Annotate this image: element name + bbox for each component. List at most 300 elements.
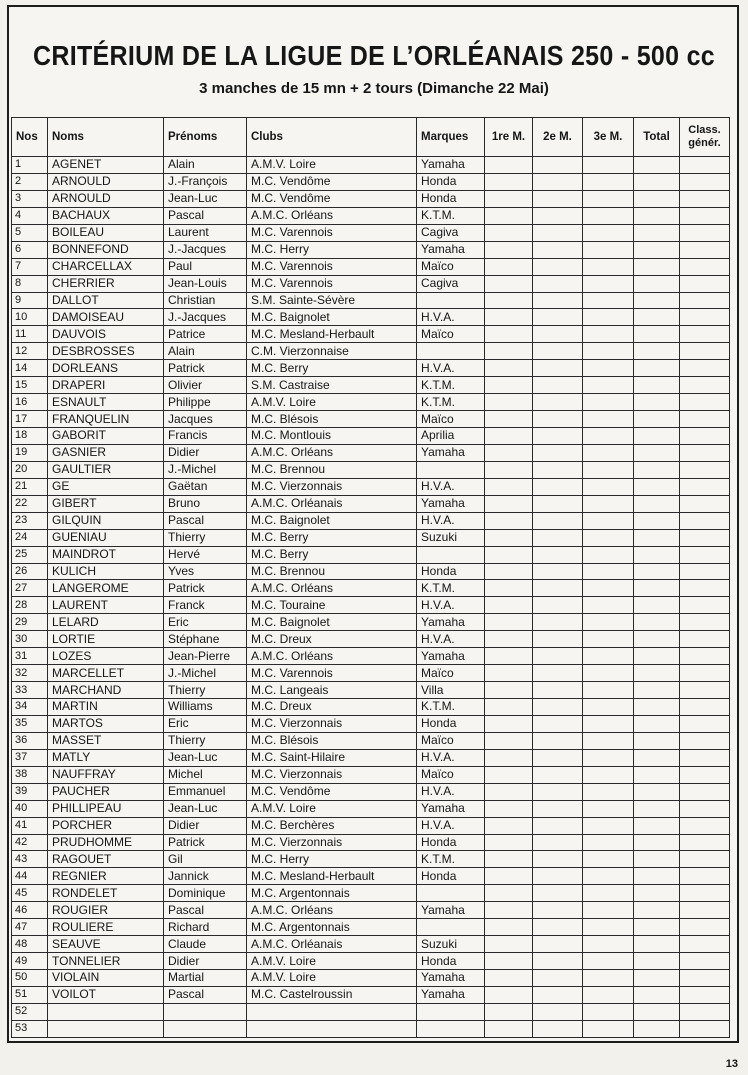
cell-number: 41 <box>12 817 48 834</box>
cell-marque: H.V.A. <box>417 631 485 648</box>
table-row <box>12 563 730 580</box>
cell-number: 8 <box>12 275 48 292</box>
page-title: CRITÉRIUM DE LA LIGUE DE L’ORLÉANAIS 250 - 500 cc <box>33 40 715 72</box>
cell-number: 29 <box>12 614 48 631</box>
cell-marque: K.T.M. <box>417 851 485 868</box>
cell-manche-2 <box>533 580 583 597</box>
cell-total <box>634 207 680 224</box>
cell-club: A.M.C. Orléans <box>247 444 417 461</box>
cell-manche-3 <box>583 699 634 716</box>
cell-club: M.C. Varennois <box>247 258 417 275</box>
cell-classement <box>680 563 730 580</box>
cell-club: M.C. Berchères <box>247 817 417 834</box>
cell-club: M.C. Brennou <box>247 461 417 478</box>
cell-club: C.M. Vierzonnaise <box>247 343 417 360</box>
cell-club: M.C. Varennois <box>247 224 417 241</box>
cell-prenom: Jean-Luc <box>164 800 247 817</box>
cell-prenom: Alain <box>164 157 247 174</box>
cell-manche-3 <box>583 580 634 597</box>
cell-manche-3 <box>583 444 634 461</box>
cell-manche-2 <box>533 173 583 190</box>
cell-classement <box>680 1020 730 1037</box>
cell-manche-1 <box>485 343 533 360</box>
cell-marque: H.V.A. <box>417 749 485 766</box>
table-row <box>12 953 730 970</box>
cell-nom: RAGOUET <box>48 851 164 868</box>
cell-manche-3 <box>583 461 634 478</box>
cell-nom: DALLOT <box>48 292 164 309</box>
cell-marque: Yamaha <box>417 648 485 665</box>
cell-total <box>634 326 680 343</box>
cell-club: M.C. Baignolet <box>247 512 417 529</box>
table-row <box>12 512 730 529</box>
cell-manche-2 <box>533 292 583 309</box>
cell-manche-2 <box>533 411 583 428</box>
cell-prenom <box>164 1003 247 1020</box>
cell-classement <box>680 919 730 936</box>
cell-number: 49 <box>12 953 48 970</box>
cell-prenom: Stéphane <box>164 631 247 648</box>
cell-total <box>634 157 680 174</box>
cell-manche-3 <box>583 411 634 428</box>
cell-nom: KULICH <box>48 563 164 580</box>
header-prenoms: Prénoms <box>164 118 247 157</box>
cell-prenom: Yves <box>164 563 247 580</box>
cell-total <box>634 817 680 834</box>
cell-club: M.C. Dreux <box>247 699 417 716</box>
cell-number: 30 <box>12 631 48 648</box>
cell-marque: Maïco <box>417 766 485 783</box>
header-classement: Class. génér. <box>680 118 730 157</box>
cell-total <box>634 614 680 631</box>
cell-manche-2 <box>533 834 583 851</box>
cell-nom: BONNEFOND <box>48 241 164 258</box>
cell-club: M.C. Blésois <box>247 732 417 749</box>
cell-manche-1 <box>485 614 533 631</box>
cell-club: A.M.C. Orléanais <box>247 936 417 953</box>
cell-number: 26 <box>12 563 48 580</box>
table-row <box>12 902 730 919</box>
cell-nom: GILQUIN <box>48 512 164 529</box>
cell-manche-2 <box>533 461 583 478</box>
cell-manche-3 <box>583 834 634 851</box>
cell-club: M.C. Herry <box>247 241 417 258</box>
cell-nom: MATLY <box>48 749 164 766</box>
cell-prenom: Thierry <box>164 732 247 749</box>
cell-nom: ARNOULD <box>48 173 164 190</box>
cell-manche-3 <box>583 157 634 174</box>
cell-nom: LELARD <box>48 614 164 631</box>
cell-nom: LANGEROME <box>48 580 164 597</box>
cell-nom: MARTIN <box>48 699 164 716</box>
cell-nom: ARNOULD <box>48 190 164 207</box>
cell-nom: GAULTIER <box>48 461 164 478</box>
cell-manche-1 <box>485 546 533 563</box>
cell-manche-2 <box>533 715 583 732</box>
cell-manche-3 <box>583 919 634 936</box>
cell-manche-3 <box>583 597 634 614</box>
cell-manche-3 <box>583 360 634 377</box>
cell-manche-1 <box>485 377 533 394</box>
cell-number: 53 <box>12 1020 48 1037</box>
cell-marque: Suzuki <box>417 936 485 953</box>
cell-manche-1 <box>485 478 533 495</box>
cell-classement <box>680 749 730 766</box>
cell-classement <box>680 851 730 868</box>
cell-manche-2 <box>533 953 583 970</box>
cell-manche-2 <box>533 529 583 546</box>
cell-manche-2 <box>533 749 583 766</box>
cell-club: A.M.C. Orléans <box>247 648 417 665</box>
cell-club: M.C. Berry <box>247 360 417 377</box>
cell-manche-2 <box>533 986 583 1003</box>
table-row <box>12 326 730 343</box>
table-body <box>12 157 730 1038</box>
cell-manche-1 <box>485 461 533 478</box>
cell-total <box>634 258 680 275</box>
cell-total <box>634 766 680 783</box>
cell-classement <box>680 936 730 953</box>
cell-nom: PHILLIPEAU <box>48 800 164 817</box>
cell-total <box>634 986 680 1003</box>
cell-total <box>634 783 680 800</box>
cell-classement <box>680 766 730 783</box>
cell-number: 20 <box>12 461 48 478</box>
cell-manche-2 <box>533 631 583 648</box>
cell-manche-3 <box>583 783 634 800</box>
cell-manche-3 <box>583 309 634 326</box>
cell-number: 23 <box>12 512 48 529</box>
cell-total <box>634 868 680 885</box>
cell-nom: GIBERT <box>48 495 164 512</box>
cell-manche-1 <box>485 428 533 445</box>
cell-number: 51 <box>12 986 48 1003</box>
cell-total <box>634 546 680 563</box>
cell-club: M.C. Saint-Hilaire <box>247 749 417 766</box>
cell-manche-2 <box>533 817 583 834</box>
cell-marque: Cagiva <box>417 275 485 292</box>
cell-classement <box>680 478 730 495</box>
cell-number: 46 <box>12 902 48 919</box>
table-row <box>12 377 730 394</box>
table-row <box>12 529 730 546</box>
cell-manche-1 <box>485 580 533 597</box>
cell-number: 1 <box>12 157 48 174</box>
cell-manche-2 <box>533 919 583 936</box>
cell-marque: Suzuki <box>417 529 485 546</box>
cell-nom: MARCHAND <box>48 682 164 699</box>
cell-number: 17 <box>12 411 48 428</box>
cell-classement <box>680 597 730 614</box>
cell-club: M.C. Vierzonnais <box>247 478 417 495</box>
cell-prenom: Gil <box>164 851 247 868</box>
cell-prenom: Jean-Luc <box>164 749 247 766</box>
table-row <box>12 343 730 360</box>
cell-prenom: Hervé <box>164 546 247 563</box>
cell-prenom: Pascal <box>164 986 247 1003</box>
cell-marque: Honda <box>417 190 485 207</box>
cell-total <box>634 682 680 699</box>
cell-prenom: Bruno <box>164 495 247 512</box>
cell-prenom: Paul <box>164 258 247 275</box>
cell-prenom: Claude <box>164 936 247 953</box>
cell-nom <box>48 1020 164 1037</box>
cell-nom: BACHAUX <box>48 207 164 224</box>
cell-manche-1 <box>485 699 533 716</box>
cell-club: M.C. Argentonnais <box>247 885 417 902</box>
cell-classement <box>680 190 730 207</box>
cell-number: 3 <box>12 190 48 207</box>
cell-marque: Yamaha <box>417 986 485 1003</box>
cell-manche-2 <box>533 614 583 631</box>
cell-marque: H.V.A. <box>417 597 485 614</box>
cell-manche-1 <box>485 648 533 665</box>
cell-manche-1 <box>485 986 533 1003</box>
cell-club: M.C. Dreux <box>247 631 417 648</box>
cell-marque: H.V.A. <box>417 817 485 834</box>
cell-marque: K.T.M. <box>417 394 485 411</box>
cell-prenom: Didier <box>164 444 247 461</box>
cell-prenom: Williams <box>164 699 247 716</box>
cell-manche-2 <box>533 699 583 716</box>
table-row <box>12 715 730 732</box>
cell-club: M.C. Berry <box>247 546 417 563</box>
table-row <box>12 631 730 648</box>
cell-marque: Honda <box>417 868 485 885</box>
cell-classement <box>680 529 730 546</box>
cell-club: M.C. Baignolet <box>247 614 417 631</box>
cell-number: 28 <box>12 597 48 614</box>
table-row <box>12 919 730 936</box>
cell-marque: Maïco <box>417 258 485 275</box>
cell-marque <box>417 885 485 902</box>
cell-prenom <box>164 1020 247 1037</box>
cell-nom: LOZES <box>48 648 164 665</box>
cell-classement <box>680 360 730 377</box>
cell-total <box>634 512 680 529</box>
cell-marque: K.T.M. <box>417 207 485 224</box>
cell-manche-3 <box>583 631 634 648</box>
cell-total <box>634 970 680 987</box>
cell-club: M.C. Varennois <box>247 665 417 682</box>
header-total: Total <box>634 118 680 157</box>
cell-manche-2 <box>533 563 583 580</box>
cell-manche-1 <box>485 665 533 682</box>
cell-classement <box>680 309 730 326</box>
cell-marque: H.V.A. <box>417 360 485 377</box>
cell-marque: H.V.A. <box>417 512 485 529</box>
cell-manche-3 <box>583 495 634 512</box>
cell-nom: DAUVOIS <box>48 326 164 343</box>
cell-prenom: Thierry <box>164 529 247 546</box>
header-clubs: Clubs <box>247 118 417 157</box>
cell-prenom: Pascal <box>164 207 247 224</box>
cell-prenom: Jean-Louis <box>164 275 247 292</box>
cell-marque: Yamaha <box>417 157 485 174</box>
cell-number: 39 <box>12 783 48 800</box>
cell-manche-1 <box>485 275 533 292</box>
cell-manche-1 <box>485 241 533 258</box>
cell-club: M.C. Langeais <box>247 682 417 699</box>
cell-marque: Yamaha <box>417 902 485 919</box>
cell-classement <box>680 546 730 563</box>
page-number: 13 <box>725 1058 738 1070</box>
cell-manche-3 <box>583 173 634 190</box>
cell-club: A.M.C. Orléans <box>247 207 417 224</box>
cell-manche-3 <box>583 546 634 563</box>
cell-club: M.C. Vendôme <box>247 190 417 207</box>
cell-prenom: Patrick <box>164 360 247 377</box>
table-row <box>12 258 730 275</box>
cell-marque <box>417 461 485 478</box>
cell-number: 25 <box>12 546 48 563</box>
header-marques: Marques <box>417 118 485 157</box>
cell-number: 50 <box>12 970 48 987</box>
cell-manche-2 <box>533 190 583 207</box>
cell-manche-2 <box>533 394 583 411</box>
cell-prenom: Jean-Pierre <box>164 648 247 665</box>
cell-manche-1 <box>485 953 533 970</box>
cell-manche-3 <box>583 868 634 885</box>
cell-club: M.C. Vierzonnais <box>247 766 417 783</box>
cell-manche-2 <box>533 970 583 987</box>
cell-classement <box>680 224 730 241</box>
cell-marque: Honda <box>417 563 485 580</box>
cell-total <box>634 292 680 309</box>
cell-number: 24 <box>12 529 48 546</box>
cell-total <box>634 1003 680 1020</box>
cell-nom: TONNELIER <box>48 953 164 970</box>
cell-classement <box>680 648 730 665</box>
table-row <box>12 394 730 411</box>
cell-manche-3 <box>583 224 634 241</box>
cell-classement <box>680 732 730 749</box>
cell-manche-3 <box>583 343 634 360</box>
cell-number: 12 <box>12 343 48 360</box>
table-row <box>12 648 730 665</box>
cell-manche-3 <box>583 970 634 987</box>
header-nos: Nos <box>12 118 48 157</box>
cell-manche-3 <box>583 953 634 970</box>
cell-prenom: Eric <box>164 614 247 631</box>
cell-total <box>634 919 680 936</box>
cell-total <box>634 411 680 428</box>
cell-prenom: Eric <box>164 715 247 732</box>
cell-manche-3 <box>583 1003 634 1020</box>
header-noms: Noms <box>48 118 164 157</box>
cell-classement <box>680 970 730 987</box>
table-row <box>12 851 730 868</box>
cell-manche-1 <box>485 190 533 207</box>
cell-marque: Maïco <box>417 326 485 343</box>
cell-club: A.M.C. Orléans <box>247 902 417 919</box>
cell-number: 10 <box>12 309 48 326</box>
header-manche-3: 3e M. <box>583 118 634 157</box>
cell-manche-1 <box>485 868 533 885</box>
cell-total <box>634 699 680 716</box>
cell-manche-2 <box>533 783 583 800</box>
cell-manche-1 <box>485 411 533 428</box>
cell-manche-3 <box>583 394 634 411</box>
cell-manche-3 <box>583 326 634 343</box>
cell-total <box>634 190 680 207</box>
cell-nom: MASSET <box>48 732 164 749</box>
cell-manche-1 <box>485 885 533 902</box>
cell-marque: K.T.M. <box>417 377 485 394</box>
table-row <box>12 699 730 716</box>
cell-nom: DAMOISEAU <box>48 309 164 326</box>
cell-nom: GUENIAU <box>48 529 164 546</box>
cell-nom: MARCELLET <box>48 665 164 682</box>
results-table <box>11 117 730 1038</box>
cell-manche-1 <box>485 732 533 749</box>
cell-nom: CHERRIER <box>48 275 164 292</box>
cell-total <box>634 173 680 190</box>
cell-nom: GASNIER <box>48 444 164 461</box>
cell-total <box>634 428 680 445</box>
table-row <box>12 461 730 478</box>
cell-marque: Honda <box>417 834 485 851</box>
cell-prenom: Didier <box>164 953 247 970</box>
cell-number: 52 <box>12 1003 48 1020</box>
cell-prenom: Michel <box>164 766 247 783</box>
cell-classement <box>680 885 730 902</box>
cell-total <box>634 309 680 326</box>
cell-prenom: Martial <box>164 970 247 987</box>
cell-club <box>247 1003 417 1020</box>
cell-total <box>634 902 680 919</box>
cell-prenom: Francis <box>164 428 247 445</box>
cell-manche-1 <box>485 529 533 546</box>
cell-manche-1 <box>485 394 533 411</box>
cell-total <box>634 953 680 970</box>
cell-total <box>634 936 680 953</box>
cell-number: 6 <box>12 241 48 258</box>
cell-classement <box>680 902 730 919</box>
cell-marque <box>417 919 485 936</box>
cell-total <box>634 851 680 868</box>
cell-manche-2 <box>533 885 583 902</box>
cell-manche-2 <box>533 766 583 783</box>
cell-nom: DESBROSSES <box>48 343 164 360</box>
table-row <box>12 936 730 953</box>
table-row <box>12 800 730 817</box>
cell-nom: ROULIERE <box>48 919 164 936</box>
cell-manche-2 <box>533 546 583 563</box>
cell-club: A.M.V. Loire <box>247 970 417 987</box>
cell-total <box>634 461 680 478</box>
cell-total <box>634 580 680 597</box>
cell-classement <box>680 173 730 190</box>
cell-manche-1 <box>485 970 533 987</box>
cell-classement <box>680 614 730 631</box>
cell-manche-2 <box>533 478 583 495</box>
cell-manche-1 <box>485 309 533 326</box>
cell-manche-2 <box>533 665 583 682</box>
cell-club: A.M.C. Orléans <box>247 580 417 597</box>
cell-nom: DORLEANS <box>48 360 164 377</box>
cell-manche-2 <box>533 800 583 817</box>
cell-prenom: J.-Jacques <box>164 241 247 258</box>
cell-manche-2 <box>533 936 583 953</box>
page-subtitle: 3 manches de 15 mn + 2 tours (Dimanche 22 Mai) <box>199 80 549 97</box>
cell-manche-2 <box>533 241 583 258</box>
table-row <box>12 309 730 326</box>
table-row <box>12 241 730 258</box>
cell-nom: AGENET <box>48 157 164 174</box>
cell-number: 32 <box>12 665 48 682</box>
cell-total <box>634 800 680 817</box>
